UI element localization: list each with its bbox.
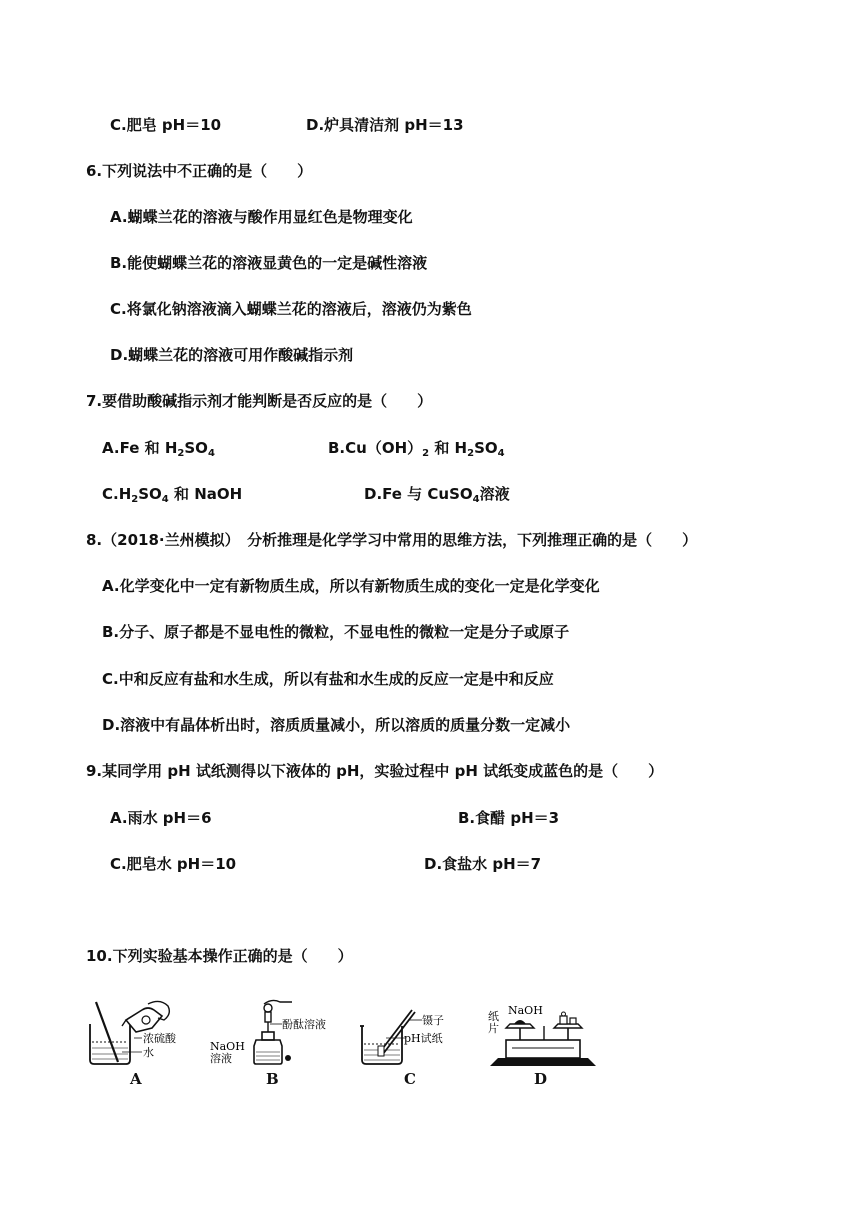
figure-d-letter: D [534,1070,548,1088]
q6-option-c: C.将氯化钠溶液滴入蝴蝶兰花的溶液后，溶液仍为紫色 [110,300,472,318]
figure-c-ph-paper [358,996,478,1088]
q7-option-c: $C.H_2SO_4$ 和 NaOH [102,485,243,505]
q10-stem: 10.下列实验基本操作正确的是（ ） [86,947,353,965]
q6-option-b: B.能使蝴蝶兰花的溶液显黄色的一定是碱性溶液 [110,254,428,272]
q9-stem: 9.某同学用 pH 试纸测得以下液体的 pH，实验过程中 pH 试纸变成蓝色的是（ ） [86,762,664,780]
q7-option-d: D.Fe 与 CuSO$_4$溶液 [364,485,510,505]
q7-option-b: $B.Cu(OH)_2$ 和 $H_2SO_4$ [328,439,505,459]
q8-option-b: B.分子、原子都是不显电性的微粒，不显电性的微粒一定是分子或原子 [102,623,570,641]
figure-c-label-tweezers: 镊子 [422,1014,444,1027]
q6-stem: 6.下列说法中不正确的是（ ） [86,162,313,180]
q6-option-d: D.蝴蝶兰花的溶液可用作酸碱指示剂 [110,346,354,364]
q5-option-d: D.炉具清洁剂 pH＝13 [306,116,464,134]
q9-option-c: C.肥皂水 pH＝10 [110,855,237,873]
figure-b-dropper [208,996,348,1088]
figure-b-label-indicator: 酚酞溶液 [282,1018,326,1031]
figure-d-label-paper-1: 纸 [488,1010,499,1023]
figure-a-dilution [82,996,202,1088]
figure-c-letter: C [404,1070,416,1088]
q8-option-a: A.化学变化中一定有新物质生成，所以有新物质生成的变化一定是化学变化 [102,577,600,595]
figure-d-balance [484,996,614,1088]
figure-b-letter: B [266,1070,279,1088]
q9-option-a: A.雨水 pH＝6 [110,809,212,827]
figure-c-label-ph-paper: pH试纸 [404,1032,443,1045]
q5-option-c: C.肥皂 pH＝10 [110,116,222,134]
figure-a-label-acid: 浓硫酸 [143,1032,176,1045]
figure-d-label-paper-2: 片 [488,1022,499,1035]
figure-d-label-naoh: NaOH [508,1004,543,1017]
q7-stem: 7.要借助酸碱指示剂才能判断是否反应的是（ ） [86,392,433,410]
q8-stem: 8.（2018·兰州模拟） 分析推理是化学学习中常用的思维方法，下列推理正确的是（ ） [86,531,698,549]
q7-option-a: A.Fe 和 $H_2SO_4$ [102,439,215,459]
figure-a-label-water: 水 [143,1046,154,1059]
q6-option-a: A.蝴蝶兰花的溶液与酸作用显红色是物理变化 [110,208,413,226]
figure-b-label-naoh: NaOH [210,1040,245,1053]
q9-option-d: D.食盐水 pH＝7 [424,855,542,873]
figure-a-letter: A [130,1070,142,1088]
figure-b-label-solution: 溶液 [210,1052,232,1065]
q8-option-d: D.溶液中有晶体析出时，溶质质量减小，所以溶质的质量分数一定减小 [102,716,571,734]
q9-option-b: B.食醋 pH＝3 [458,809,560,827]
q8-option-c: C.中和反应有盐和水生成，所以有盐和水生成的反应一定是中和反应 [102,670,554,688]
